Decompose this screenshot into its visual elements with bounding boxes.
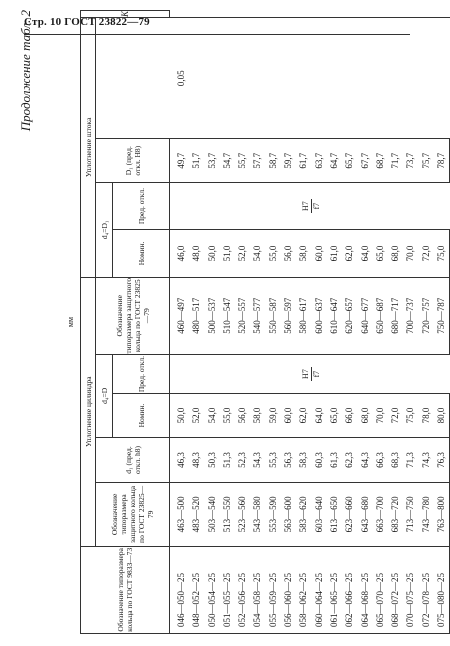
table-cell: 068—072—25 — [388, 546, 403, 633]
table-cell: 68,0 — [358, 394, 373, 438]
table-cell: 54,0 — [250, 230, 265, 277]
table-cell: 663—700 — [373, 483, 388, 546]
table-cell: 62,3 — [342, 437, 357, 482]
table-cell: 55,3 — [266, 437, 281, 482]
col-header-d1: d₁ (пред. откл. h8) — [96, 437, 170, 482]
table-cell: 50,0 — [170, 394, 190, 438]
col-header-nom-cyl: Номин. — [113, 394, 170, 438]
table-cell: 56,0 — [235, 394, 250, 438]
table-body — [170, 11, 450, 634]
table-cell: 070—075—25 — [403, 546, 418, 633]
page-header: Стр. 10 ГОСТ 23822—79 — [24, 16, 150, 28]
table-cell: 713—750 — [403, 483, 418, 546]
dimensions-table — [80, 10, 450, 634]
table-cell: 46,0 — [170, 230, 190, 277]
table-cell: 49,7 — [170, 139, 190, 182]
table-cell: 054—058—25 — [250, 546, 265, 633]
table-cell: 72,0 — [388, 394, 403, 438]
table-cell: 600—637 — [312, 277, 327, 354]
table-cell: 58,3 — [296, 437, 311, 482]
table-cell: 80,0 — [434, 394, 450, 438]
table-cell: 520—557 — [235, 277, 250, 354]
table-cell: 065—070—25 — [373, 546, 388, 633]
table-cell: 700—737 — [403, 277, 418, 354]
rotated-table-block — [16, 10, 447, 634]
continuation-caption: Продолжение табл. 2 — [18, 10, 33, 132]
table-cell: 560—597 — [281, 277, 296, 354]
col-header-D1: D₁ (пред. откл. H8) — [96, 139, 170, 182]
table-cell: 58,7 — [266, 139, 281, 182]
table-cell: 54,3 — [250, 437, 265, 482]
tolerance-cell-rod — [170, 182, 450, 229]
table-cell: 55,0 — [220, 394, 235, 438]
table-cell: 503—540 — [205, 483, 220, 546]
col-header-k: K — [81, 11, 170, 18]
table-cell: 680—717 — [388, 277, 403, 354]
table-cell: 51,0 — [220, 230, 235, 277]
table-cell: 75,0 — [434, 230, 450, 277]
table-cell: 062—066—25 — [342, 546, 357, 633]
table-cell: 70,0 — [373, 394, 388, 438]
table-cell: 46,3 — [170, 437, 190, 482]
table-cell: 500—537 — [205, 277, 220, 354]
table-cell: 50,3 — [205, 437, 220, 482]
unit-label: мм — [66, 316, 75, 328]
col-header-tol-cyl: Пред. откл. — [113, 354, 170, 393]
table-cell: 73,7 — [403, 139, 418, 182]
table-cell: 483—520 — [189, 483, 204, 546]
table-cell: 75,7 — [419, 139, 434, 182]
table-cell: 56,3 — [281, 437, 296, 482]
table-cell: 54,0 — [205, 394, 220, 438]
tolerance-cell-cylinder — [170, 354, 450, 393]
table-cell: 74,3 — [419, 437, 434, 482]
table-cell: 58,0 — [296, 230, 311, 277]
table-cell: 68,7 — [373, 139, 388, 182]
table-cell: 50,0 — [205, 230, 220, 277]
table-cell: 64,0 — [312, 394, 327, 438]
table-cell: 64,7 — [327, 139, 342, 182]
col-header-tol-rod: Пред. откл. — [113, 182, 170, 229]
table-cell: 71,7 — [388, 139, 403, 182]
tolerance-den: f7 — [312, 370, 322, 378]
tolerance-num: H7 — [301, 201, 311, 211]
table-cell: 750—787 — [434, 277, 450, 354]
table-cell: 050—054—25 — [205, 546, 220, 633]
table-cell: 51,7 — [189, 139, 204, 182]
table-cell: 72,0 — [419, 230, 434, 277]
table-cell: 056—060—25 — [281, 546, 296, 633]
table-cell: 460—497 — [170, 277, 190, 354]
table-cell: 480—517 — [189, 277, 204, 354]
k-value: 0,05 — [170, 18, 450, 139]
col-header-rod-ring: Обозначение типоразмера защитного кольца по ГОСТ 23825—79 — [96, 277, 170, 354]
table-cell: 051—055—25 — [220, 546, 235, 633]
table-cell: 613—650 — [327, 483, 342, 546]
table-cell: 51,3 — [220, 437, 235, 482]
table-cell: 76,3 — [434, 437, 450, 482]
table-cell: 580—617 — [296, 277, 311, 354]
table-cell: 075—080—25 — [434, 546, 450, 633]
table-cell: 52,0 — [189, 394, 204, 438]
table-cell: 553—590 — [266, 483, 281, 546]
col-header-cyl-ring: Обозначение типоразмера защитного кольца по ГОСТ 23825—79 — [96, 483, 170, 546]
table-cell: 540—577 — [250, 277, 265, 354]
table-cell: 58,0 — [250, 394, 265, 438]
table-cell: 60,0 — [312, 230, 327, 277]
table-row — [170, 11, 190, 634]
table-cell: 66,3 — [373, 437, 388, 482]
table-cell: 68,0 — [388, 230, 403, 277]
table-cell: 55,0 — [266, 230, 281, 277]
table-cell: 62,0 — [342, 230, 357, 277]
table-cell: 061—065—25 — [327, 546, 342, 633]
col-header-d-eq-D: d₄=D — [96, 354, 113, 437]
table-cell: 052—056—25 — [235, 546, 250, 633]
table-cell: 78,7 — [434, 139, 450, 182]
table-cell: 603—640 — [312, 483, 327, 546]
table-cell: 62,0 — [296, 394, 311, 438]
table-cell: 550—587 — [266, 277, 281, 354]
table-cell: 54,7 — [220, 139, 235, 182]
table-cell: 61,3 — [327, 437, 342, 482]
table-cell: 56,0 — [281, 230, 296, 277]
table-cell: 61,7 — [296, 139, 311, 182]
table-cell: 463—500 — [170, 483, 190, 546]
table-cell: 610—647 — [327, 277, 342, 354]
table-cell: 048—052—25 — [189, 546, 204, 633]
tolerance-den: f7 — [312, 202, 322, 210]
table-cell: 583—620 — [296, 483, 311, 546]
table-cell: 563—600 — [281, 483, 296, 546]
table-cell: 78,0 — [419, 394, 434, 438]
table-cell: 48,0 — [189, 230, 204, 277]
table-cell: 64,0 — [358, 230, 373, 277]
group-header-cylinder: Уплотнение цилиндра — [81, 277, 96, 546]
table-cell: 046—050—25 — [170, 546, 190, 633]
table-cell: 60,3 — [312, 437, 327, 482]
table-cell: 640—677 — [358, 277, 373, 354]
table-cell: 63,7 — [312, 139, 327, 182]
table-cell: 055—059—25 — [266, 546, 281, 633]
table-cell: 61,0 — [327, 230, 342, 277]
table-cell: 060—064—25 — [312, 546, 327, 633]
table-cell: 623—660 — [342, 483, 357, 546]
table-cell: 55,7 — [235, 139, 250, 182]
table-cell: 643—680 — [358, 483, 373, 546]
table-cell: 743—780 — [419, 483, 434, 546]
table-cell: 058—062—25 — [296, 546, 311, 633]
table-cell: 60,0 — [281, 394, 296, 438]
table-cell: 68,3 — [388, 437, 403, 482]
table-cell: 66,0 — [342, 394, 357, 438]
table-cell: 064—068—25 — [358, 546, 373, 633]
table-cell: 59,0 — [266, 394, 281, 438]
table-cell: 650—687 — [373, 277, 388, 354]
table-cell: 513—550 — [220, 483, 235, 546]
table-cell: 620—657 — [342, 277, 357, 354]
table-cell: 523—560 — [235, 483, 250, 546]
table-cell: 53,7 — [205, 139, 220, 182]
table-cell: 683—720 — [388, 483, 403, 546]
table-cell: 52,0 — [235, 230, 250, 277]
table-cell: 67,7 — [358, 139, 373, 182]
col-header-d-eq-D1: d₄=D₁ — [96, 182, 113, 277]
table-cell: 720—757 — [419, 277, 434, 354]
col-header-ring: Обозначение типоразмера кольца по ГОСТ 9833—73 — [81, 546, 170, 633]
table-cell: 65,0 — [373, 230, 388, 277]
table-cell: 57,7 — [250, 139, 265, 182]
col-header-nom-rod: Номин. — [113, 230, 170, 277]
table-cell: 543—580 — [250, 483, 265, 546]
table-cell: 510—547 — [220, 277, 235, 354]
table-cell: 70,0 — [403, 230, 418, 277]
table-cell: 65,7 — [342, 139, 357, 182]
tolerance-num: H7 — [301, 369, 311, 379]
table-cell: 75,0 — [403, 394, 418, 438]
table-cell: 71,3 — [403, 437, 418, 482]
table-cell: 64,3 — [358, 437, 373, 482]
table-cell: 48,3 — [189, 437, 204, 482]
table-cell: 65,0 — [327, 394, 342, 438]
table-cell: 52,3 — [235, 437, 250, 482]
group-header-rod: Уплотнение штока — [81, 18, 96, 278]
table-cell: 763—800 — [434, 483, 450, 546]
table-cell: 59,7 — [281, 139, 296, 182]
table-cell: 072—078—25 — [419, 546, 434, 633]
